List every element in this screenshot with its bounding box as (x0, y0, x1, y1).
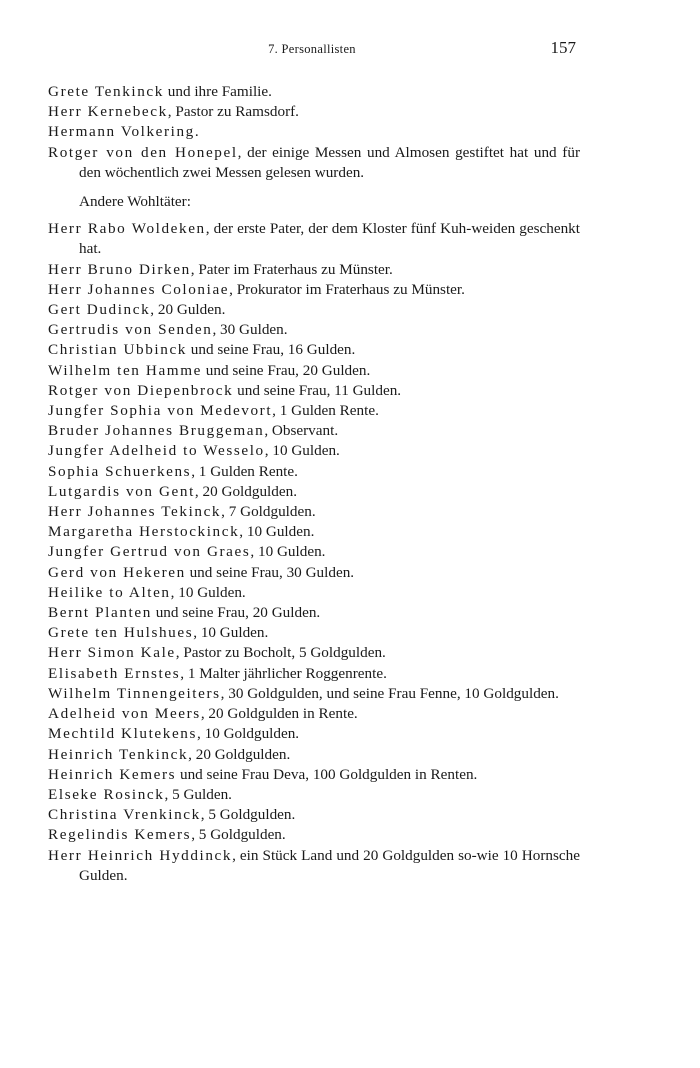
list-entry (48, 643, 580, 663)
entry-name: Gert Dudinck (48, 301, 151, 319)
entry-detail: , 1 Gulden Rente. (272, 402, 379, 420)
list-entry (48, 522, 580, 542)
entry-name: Heilike to Alten (48, 583, 171, 601)
entry-detail: , Observant. (264, 422, 339, 440)
list-entry (48, 143, 580, 183)
entry-name: Heinrich Kemers (48, 765, 177, 783)
entry-detail: , Pater im Fraterhaus zu Münster. (190, 260, 393, 278)
list-entry (48, 300, 580, 320)
list-entry (48, 785, 580, 805)
entry-detail: , 5 Goldgulden. (191, 826, 286, 844)
entry-detail: , 5 Gulden. (164, 785, 232, 803)
entry-detail: , Pastor zu Bocholt, 5 Goldgulden. (175, 644, 386, 662)
list-entry (48, 280, 580, 300)
list-entry (48, 805, 580, 825)
entry-detail: und ihre Familie. (163, 83, 272, 100)
list-entry (48, 745, 580, 765)
list-entry (48, 583, 580, 603)
entry-detail: , 20 Goldgulden. (194, 482, 297, 500)
entry-name: Herr Rabo Woldeken (48, 220, 206, 238)
list-entry (48, 664, 580, 684)
entry-detail: , 1 Gulden Rente. (191, 462, 298, 480)
list-entry (48, 482, 580, 502)
entry-name: Regelindis Kemers (48, 826, 192, 844)
entry-name: Herr Heinrich Hyddinck (48, 846, 233, 864)
entry-detail: und seine Frau, 11 Gulden. (233, 381, 402, 399)
entry-detail: und seine Frau, 20 Gulden. (151, 604, 321, 622)
entry-name: Herr Johannes Coloniae (48, 280, 230, 298)
entry-name: Wilhelm ten Hamme (48, 361, 202, 379)
list-entry (48, 502, 580, 522)
entry-detail: , Prokurator im Fraterhaus zu Münster. (229, 280, 465, 298)
entry-name: Rotger von Diepenbrock (48, 381, 234, 399)
list-entry (48, 122, 580, 142)
entry-detail: , 10 Gulden. (250, 543, 326, 561)
running-title: 7. Personallisten (268, 42, 356, 56)
entry-name: Margaretha Herstockinck (48, 523, 240, 541)
entry-detail: , 20 Goldgulden in Rente. (200, 705, 358, 723)
entry-detail: und seine Frau, 30 Gulden. (185, 563, 355, 581)
list-entry (48, 765, 580, 785)
benefactor-list-other (48, 219, 580, 886)
entry-name: Jungfer Adelheid to Wesselo (48, 442, 265, 460)
entry-detail: . (194, 123, 199, 141)
entry-detail: , 20 Goldgulden. (188, 745, 291, 763)
entry-detail: und seine Frau, 16 Gulden. (187, 341, 356, 359)
entry-detail: , 10 Gulden. (193, 624, 269, 642)
entry-name: Elisabeth Ernstes (48, 664, 181, 682)
entry-name: Herr Kernebeck (48, 103, 168, 121)
entry-detail: , 30 Goldgulden, und seine Frau Fenne, 10 Goldgulden. (220, 684, 559, 702)
entry-name: Heinrich Tenkinck (48, 745, 189, 763)
entry-detail: , ein Stück Land und 20 Goldgulden so-wie 10 Hornsche Gulden. (79, 846, 580, 884)
list-entry (48, 421, 580, 441)
entry-detail: , der einige Messen und Almosen gestiftet hat und für den wöchentlich zwei Messen gelesen wurden. (79, 143, 581, 181)
entry-name: Wilhelm Tinnengeiters (48, 684, 221, 702)
list-entry (48, 825, 580, 845)
list-entry (48, 563, 580, 583)
document-body (48, 82, 580, 886)
list-entry (48, 441, 580, 461)
entry-detail: , 30 Gulden. (212, 321, 288, 339)
entry-detail: , 10 Gulden. (239, 523, 315, 541)
list-entry (48, 340, 580, 360)
entry-detail: , der erste Pater, der dem Kloster fünf Kuh-weiden geschenkt hat. (79, 220, 580, 258)
entry-name: Jungfer Gertrud von Graes (48, 543, 251, 561)
entry-name: Hermann Volkering (48, 123, 195, 141)
list-entry (48, 846, 580, 886)
entry-name: Lutgardis von Gent (48, 482, 195, 500)
section-heading: Andere Wohltäter: (79, 193, 191, 211)
entry-name: Christian Ubbinck (48, 341, 187, 359)
page-header (48, 34, 576, 58)
entry-name: Bernt Planten (48, 604, 152, 622)
list-entry (48, 401, 580, 421)
entry-name: Grete ten Hulshues (48, 624, 194, 642)
entry-name: Herr Simon Kale (48, 644, 176, 662)
entry-name: Herr Bruno Dirken (48, 260, 191, 278)
list-entry (48, 361, 580, 381)
entry-detail: , Pastor zu Ramsdorf. (167, 103, 299, 121)
list-entry (48, 623, 580, 643)
benefactor-list-top (48, 82, 580, 183)
list-entry (48, 684, 580, 704)
list-entry (48, 260, 580, 280)
entry-name: Adelheid von Meers (48, 705, 201, 723)
entry-detail: , 10 Goldgulden. (197, 725, 300, 743)
entry-name: Rotger von den Honepel (48, 143, 238, 161)
list-entry (48, 381, 580, 401)
entry-detail: , 5 Goldgulden. (200, 806, 296, 824)
entry-name: Christina Vrenkinck (48, 806, 201, 824)
list-entry (48, 320, 580, 340)
page-number: 157 (550, 38, 576, 57)
entry-detail: und seine Frau Deva, 100 Goldgulden in Renten. (176, 765, 478, 783)
list-entry (48, 82, 580, 102)
entry-detail: und seine Frau, 20 Gulden. (201, 361, 371, 379)
list-entry (48, 542, 580, 562)
entry-name: Mechtild Klutekens (48, 725, 198, 743)
list-entry (48, 704, 580, 724)
entry-detail: , 1 Malter jährlicher Roggenrente. (180, 664, 387, 682)
entry-name: Herr Johannes Tekinck (48, 503, 222, 521)
entry-name: Grete Tenkinck (48, 83, 164, 100)
entry-name: Gertrudis von Senden (48, 321, 213, 339)
entry-detail: , 20 Gulden. (150, 301, 226, 319)
entry-detail: , 10 Gulden. (170, 583, 246, 601)
entry-detail: , 10 Gulden. (264, 442, 340, 460)
entry-name: Sophia Schuerkens (48, 462, 192, 480)
entry-name: Bruder Johannes Bruggeman (48, 422, 265, 440)
entry-name: Elseke Rosinck (48, 785, 165, 803)
entry-name: Gerd von Hekeren (48, 563, 186, 581)
entry-name: Jungfer Sophia von Medevort (48, 402, 273, 420)
entry-detail: , 7 Goldgulden. (221, 503, 316, 521)
list-entry (48, 219, 580, 259)
list-entry (48, 102, 580, 122)
list-entry (48, 462, 580, 482)
list-entry (48, 603, 580, 623)
list-entry (48, 724, 580, 744)
